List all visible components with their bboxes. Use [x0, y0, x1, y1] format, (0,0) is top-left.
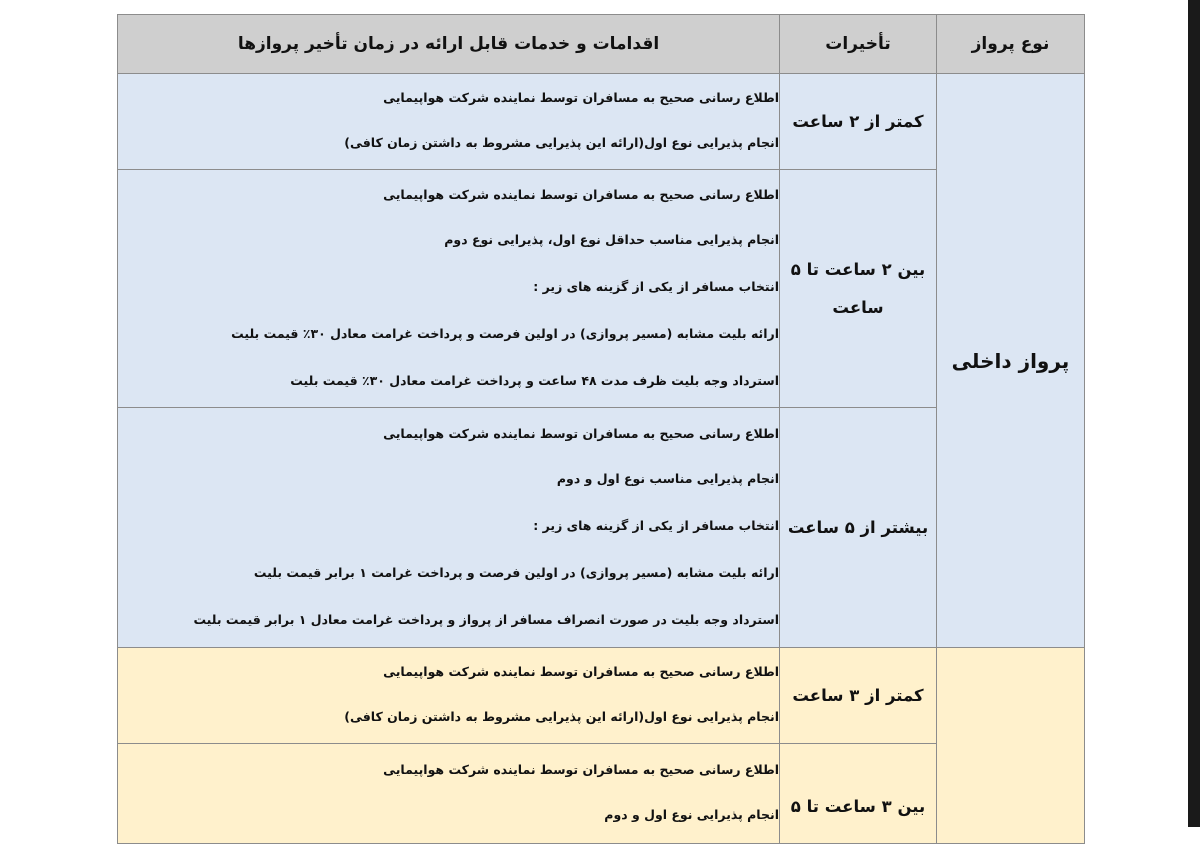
action-item: انجام پذیرایی مناسب نوع اول و دوم: [556, 470, 779, 486]
table-row: [118, 74, 1085, 170]
delay-cell: بین ۳ ساعت تا ۵: [780, 744, 937, 844]
actions-cell: [118, 408, 780, 648]
action-item: ارائه بلیت مشابه (مسیر پروازی) در اولین فرصت و پرداخت غرامت ۱ برابر قیمت بلیت: [253, 564, 779, 580]
actions-cell: [118, 744, 780, 844]
action-item: اطلاع رسانی صحیح به مسافران توسط نماینده شرکت هواپیمایی: [383, 425, 779, 441]
delay-cell: کمتر از ۳ ساعت: [780, 648, 937, 744]
action-item: اطلاع رسانی صحیح به مسافران توسط نماینده شرکت هواپیمایی: [383, 664, 779, 679]
action-item: استرداد وجه بلیت ظرف مدت ۴۸ ساعت و پرداخت غرامت معادل ۳۰٪ قیمت بلیت: [290, 372, 779, 388]
action-item: اطلاع رسانی صحیح به مسافران توسط نماینده شرکت هواپیمایی: [383, 186, 779, 202]
action-item: انتخاب مسافر از یکی از گزینه های زیر :: [533, 278, 779, 294]
actions-cell: [118, 170, 780, 408]
action-item: انجام پذیرایی مناسب حداقل نوع اول، پذیرایی نوع دوم: [444, 231, 779, 247]
actions-cell: [118, 648, 780, 744]
delay-cell: بین ۲ ساعت تا ۵ ساعت: [780, 170, 937, 408]
action-item: ارائه بلیت مشابه (مسیر پروازی) در اولین فرصت و پرداخت غرامت معادل ۳۰٪ قیمت بلیت: [231, 325, 779, 341]
action-item: انجام پذیرایی نوع اول(ارائه این پذیرایی مشروط به داشتن زمان کافی): [344, 709, 779, 724]
delay-cell: کمتر از ۲ ساعت: [780, 74, 937, 170]
action-item: اطلاع رسانی صحیح به مسافران توسط نماینده شرکت هواپیمایی: [383, 90, 779, 105]
header-flight-type: نوع پرواز: [937, 15, 1085, 74]
header-delays: تأخیرات: [780, 15, 937, 74]
action-item: انجام پذیرایی نوع اول(ارائه این پذیرایی مشروط به داشتن زمان کافی): [344, 135, 779, 150]
flight-delay-table: [117, 14, 1085, 844]
header-actions: اقدامات و خدمات قابل ارائه در زمان تأخیر پروازها: [118, 15, 780, 74]
header-row: [118, 15, 1085, 74]
action-item: انتخاب مسافر از یکی از گزینه های زیر :: [533, 517, 779, 533]
flight-type-cell: پرواز داخلی: [937, 74, 1085, 648]
actions-cell: [118, 74, 780, 170]
delay-cell: بیشتر از ۵ ساعت: [780, 408, 937, 648]
page-edge-shadow: [1188, 0, 1200, 827]
flight-type-cell: [937, 648, 1085, 844]
action-item: اطلاع رسانی صحیح به مسافران توسط نماینده شرکت هواپیمایی: [383, 762, 779, 777]
action-item: انجام پذیرایی نوع اول و دوم: [604, 807, 779, 822]
action-item: استرداد وجه بلیت در صورت انصراف مسافر از پرواز و پرداخت غرامت معادل ۱ برابر قیمت بلیت: [193, 611, 779, 627]
table-row: [118, 648, 1085, 744]
